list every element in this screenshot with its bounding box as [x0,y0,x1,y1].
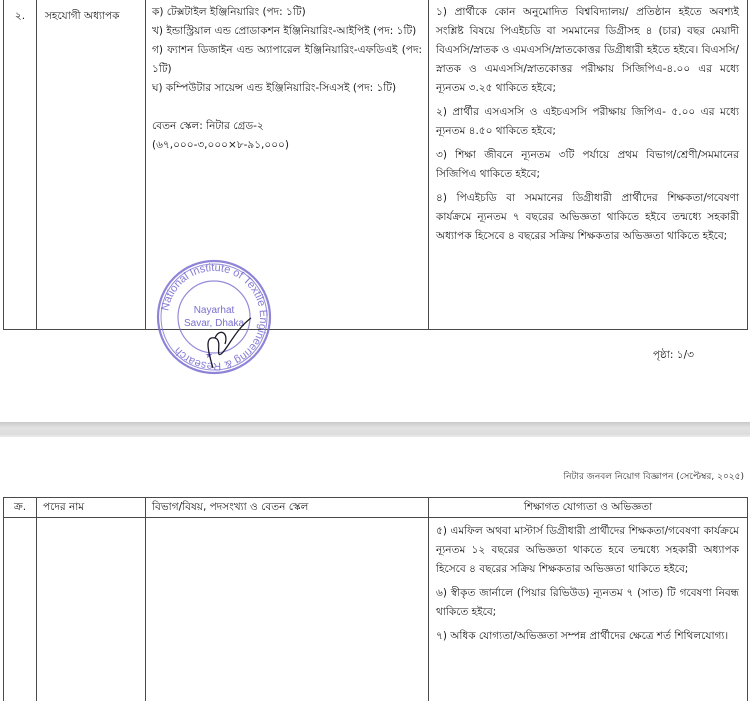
qualification-cell [429,0,748,330]
qualification-item: ৪) পিএইচডি বা সমমানের ডিগ্রীধারী প্রার্থীদের শিক্ষকতা/গবেষণা কার্যক্রমে ন্যূনতম ৭ বছরের অভিজ্ঞতা থাকিতে হইবে তন্মধ্যে সহকারী অধ্যাপক হিসেবে ৪ বছরের সক্রিয় শিক্ষকতার অভিজ্ঞতা থাকিতে হইবে; [436,192,739,242]
department-item: ক) টেক্সটাইল ইঞ্জিনিয়ারিং (পদ: ১টি) [152,6,306,18]
qualification-item: ৭) অধিক যোগ্যতা/অভিজ্ঞতা সম্পন্ন প্রার্থীদের ক্ষেত্রে শর্ত শিথিলযোগ্য। [436,630,729,642]
pay-scale-value: (৬৭,০০০-৩,০০০×৮-৯১,০০০) [152,139,289,151]
post-name-cell [37,518,146,701]
institute-seal-stamp-icon [155,258,273,376]
department-item: ঘ) কম্পিউটার সায়েন্স এন্ড ইঞ্জিনিয়ারিং-সিএসই (পদ: ১টি) [152,82,397,94]
department-cell [146,518,429,701]
document-page-2 [0,437,750,701]
department-item: গ) ফ্যাশন ডিজাইন এন্ড অ্যাপারেল ইঞ্জিনিয়ারিং-এফডিএই (পদ: ১টি) [152,44,422,75]
qualification-item: ১) প্রার্থীকে কোন অনুমোদিত বিশ্ববিদ্যালয়/ প্রতিষ্ঠান হইতে অবশ্যই সংশ্লিষ্ট বিষয়ে পিএইচডি বা সমমানের ডিগ্রীসহ ৪ (চার) বছর মেয়াদী বিএসসি/স্নাতক ও এমএসসি/স্নাতকোত্তর ডিগ্রীধারী হইতে হইবে। বিএসসি/স্নাতক ও এমএসসি/স্নাতকোত্তর পরীক্ষায় সিজিপিএ-৪.০০ এর মধ্যে ন্যূনতম ৩.২৫ থাকিতে হইবে; [436,6,739,94]
running-header: নিটার জনবল নিয়োগ বিজ্ঞাপন (সেপ্টেম্বর, ২০২৫) [563,472,744,482]
post-name-cell: সহযোগী অধ্যাপক [37,0,146,330]
header-qualification: শিক্ষাগত যোগ্যতা ও অভিজ্ঞতা [429,498,748,518]
qualification-item: ৩) শিক্ষা জীবনে ন্যূনতম ৩টি পর্যায়ে প্রথম বিভাগ/শ্রেণী/সমমানের সিজিপিএ থাকিতে হইবে; [436,149,739,180]
table-row [4,518,748,701]
recruitment-table-page-2 [3,497,748,701]
qualification-cell [429,518,748,701]
page-separator [0,422,750,437]
serial-cell: ২. [4,0,37,330]
qualification-item: ২) প্রার্থীর এসএসসি ও এইচএসসি পরীক্ষায় জিপিএ- ৫.০০ এর মধ্যে ন্যূনতম ৪.৫০ থাকিতে হইবে; [436,106,739,137]
stamp-line-1: Nayarhat [193,305,235,316]
stamp-line-2: Savar, Dhaka [183,318,245,329]
header-serial: ক্র. [4,498,37,518]
svg-text:National Institute of Textile: National Institute of Textile Engineering & Research [159,261,270,373]
department-item: খ) ইন্ডাস্ট্রিয়াল এন্ড প্রোডাকশন ইঞ্জিনিয়ারিং-আইপিই (পদ: ১টি) [152,25,417,37]
page-number: পৃষ্ঠা: ১/৩ [652,349,694,361]
svg-text:★: ★ [205,351,214,361]
table-row [4,0,748,330]
qualification-item: ৬) স্বীকৃত জার্নালে (পিয়ার রিভিউড) ন্যূনতম ৭ (সাত) টি গবেষণা নিবন্ধ থাকিতে হইবে; [436,587,739,618]
header-post-name: পদের নাম [37,498,146,518]
serial-cell [4,518,37,701]
table-header-row [4,498,748,518]
recruitment-table-page-1 [3,0,748,330]
pay-scale-label: বেতন স্কেল: নিটার গ্রেড-২ [152,120,264,132]
header-department: বিভাগ/বিষয়, পদসংখ্যা ও বেতন স্কেল [146,498,429,518]
qualification-item: ৫) এমফিল অথবা মাস্টার্স ডিগ্রীধারী প্রার্থীদের শিক্ষকতা/গবেষণা কার্যক্রমে ন্যূনতম ১২ বছরের অভিজ্ঞতা থাকতে হবে তন্মধ্যে সহকারী অধ্যাপক হিসেবে ৪ বছরের সক্রিয় শিক্ষকতার অভিজ্ঞতা থাকিতে হইবে; [436,525,739,575]
